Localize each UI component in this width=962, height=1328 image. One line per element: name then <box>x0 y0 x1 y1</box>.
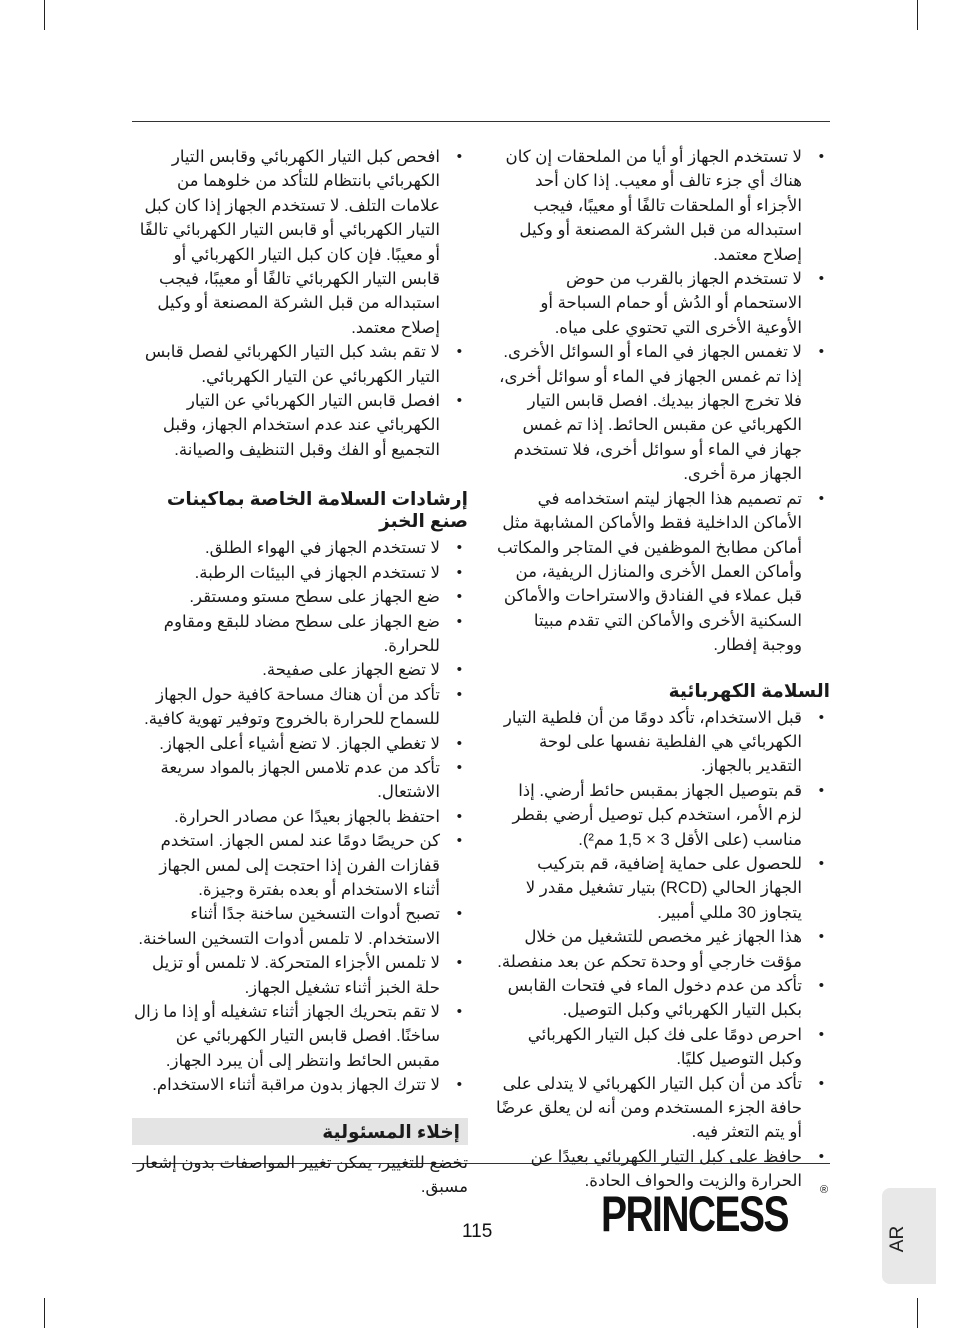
list-item: • حافظ على كبل التيار الكهربائي بعيدًا عن الحرارة والزيت والحواف الحادة. <box>494 1145 830 1194</box>
list-item: • لا تقم بتحريك الجهاز أثناء تشغيله أو إذا ما زال ساخنًا. افصل قابس التيار الكهربائي عن مقبس الحائط وانتظر إلى أن يبرد الجهاز. <box>132 1000 468 1073</box>
safety-list-bread-maker <box>132 536 468 1097</box>
heading-disclaimer: إخلاء المسئولية <box>132 1118 468 1145</box>
crop-mark <box>44 0 45 30</box>
list-item: • لا تترك الجهاز بدون مراقبة أثناء الاستخدام. <box>132 1073 468 1097</box>
list-item: • تأكد من أن هناك مساحة كافية حول الجهاز للسماح للحرارة بالخروج وتوفير تهوية كافية. <box>132 683 468 732</box>
list-item: • احرص دومًا على فك كبل التيار الكهربائي وكبل التوصيل كليًا. <box>494 1023 830 1072</box>
list-item: • افصل قابس التيار الكهربائي عن التيار الكهربائي عند عدم استخدام الجهاز، وقبل التجميع أو الفك وقبل التنظيف والصيانة. <box>132 389 468 462</box>
list-item: • لا تغطي الجهاز. لا تضع أشياء أعلى الجهاز. <box>132 732 468 756</box>
crop-mark <box>917 0 918 30</box>
list-item: • تأكد من عدم دخول الماء في فتحات القابس بكبل التيار الكهربائي وكبل التوصيل. <box>494 974 830 1023</box>
list-item: • ضع الجهاز على سطح مضاد للبقع ومقاوم للحرارة. <box>132 610 468 659</box>
list-item: • للحصول على حماية إضافية، قم بتركيب الجهاز الحالي (RCD) بتيار تشغيل مقدر لا يتجاوز 30 مللي أمبير. <box>494 852 830 925</box>
heading-electrical-safety: السلامة الكهربائية <box>668 679 830 701</box>
list-item: • تأكد من أن كبل التيار الكهربائي لا يتدلى على حافة الجزء المستخدم ومن أنه لن يعلق عرضًا أو يتم التعثر فيه. <box>494 1072 830 1145</box>
list-item: • هذا الجهاز غير مخصص للتشغيل من خلال مؤقت خارجي أو وحدة تحكم عن بعد منفصلة. <box>494 925 830 974</box>
list-item: • لا تلمس الأجزاء المتحركة. لا تلمس أو تزيل حلة الخبز أثناء تشغيل الجهاز. <box>132 951 468 1000</box>
safety-list-cable <box>132 145 468 462</box>
list-item: • تصبح أدوات التسخين ساخنة جدًا أثناء الاستخدام. لا تلمس أدوات التسخين الساخنة. <box>132 902 468 951</box>
list-item: • تم تصميم هذا الجهاز ليتم استخدامه في الأماكن الداخلية فقط والأماكن المشابهة مثل أماكن مطابخ الموظفين في المتاجر والمكاتب وأماكن العمل الأخرى والمنازل الريفية، من قبل عملاء في الفنادق والاستراحات والأماكن السكنية الأخرى والأماكن التي تقدم مبيتا ووجبة إفطار. <box>494 487 830 658</box>
top-rule <box>132 121 830 122</box>
list-item: • قبل الاستخدام، تأكد دومًا من أن فلطية التيار الكهربائي هي الفلطية نفسها على لوحة التقدير بالجهاز. <box>494 706 830 779</box>
list-item: • لا تستخدم الجهاز في البيئات الرطبة. <box>132 561 468 585</box>
list-item: • ضع الجهاز على سطح مستو ومستقر. <box>132 585 468 609</box>
language-code: AR <box>887 1225 908 1253</box>
list-item: • احتفظ بالجهاز بعيدًا عن مصادر الحرارة. <box>132 805 468 829</box>
disclaimer-text: تخضع للتغيير، يمكن تغيير المواصفات بدون إشعار مسبق. <box>137 1152 468 1197</box>
list-item: • لا تستخدم الجهاز بالقرب من حوض الاستحمام أو الدُش أو حمام السباحة أو الأوعية الأخرى التي تحتوي على مياه. <box>494 267 830 340</box>
registered-mark: ® <box>820 1184 829 1196</box>
list-item: • لا تستخدم الجهاز في الهواء الطلق. <box>132 536 468 560</box>
list-item: • لا تستخدم الجهاز أو أيا من الملحقات إن كان هناك أي جزء تالف أو معيب. إذا كان أحد الأجزاء أو الملحقات تالفًا أو معيبًا، فيجب استبداله من قبل الشركة المصنعة أو وكيل إصلاح معتمد. <box>494 145 830 267</box>
safety-list-general <box>494 145 830 658</box>
brand-wordmark: PRINCESS <box>601 1186 788 1242</box>
heading-bread-maker-safety: إرشادات السلامة الخاصة بماكينات صنع الخبز <box>166 488 468 532</box>
list-item: • قم بتوصيل الجهاز بمقبس حائط أرضي. إذا لزم الأمر، استخدم كبل توصيل أرضي بقطر مناسب (على الأقل 3 × 1,5 مم²). <box>494 779 830 852</box>
crop-mark <box>917 1298 918 1328</box>
list-item: • لا تقم بشد كبل التيار الكهربائي لفصل قابس التيار الكهربائي عن التيار الكهربائي. <box>132 340 468 389</box>
page-number: 115 <box>462 1221 493 1242</box>
right-column <box>494 145 830 1194</box>
list-item: • افحص كبل التيار الكهربائي وقابس التيار الكهربائي بانتظام للتأكد من خلوهما من علامات التلف. لا تستخدم الجهاز إذا كان كبل التيار الكهربائي أو قابس التيار الكهربائي تالفًا أو معيبًا. فإن كان كبل التيار الكهربائي أو قابس التيار الكهربائي تالفًا أو معيبًا، فيجب استبداله من قبل الشركة المصنعة أو وكيل إصلاح معتمد. <box>132 145 468 340</box>
list-item: • لا تغمس الجهاز في الماء أو السوائل الأخرى. إذا تم غمس الجهاز في الماء أو سوائل أخرى، فلا تخرج الجهاز بيديك. افصل قابس التيار الكهربائي عن مقبس الحائط. إذا تم غمس جهاز في الماء أو سوائل أخرى، فلا تستخدم الجهاز مرة أخرى. <box>494 340 830 486</box>
crop-mark <box>44 1298 45 1328</box>
list-item: • لا تضع الجهاز على صفيحة. <box>132 658 468 682</box>
brand-logo <box>599 1184 831 1244</box>
list-item: • كن حريصًا دومًا عند لمس الجهاز. استخدم قفازات الفرن إذا احتجت إلى لمس الجهاز أثناء الاستخدام أو بعده بفترة وجيزة. <box>132 829 468 902</box>
left-column <box>132 145 468 1199</box>
list-item: • تأكد من عدم تلامس الجهاز بالمواد سريعة الاشتعال. <box>132 756 468 805</box>
safety-list-electrical <box>494 706 830 1194</box>
